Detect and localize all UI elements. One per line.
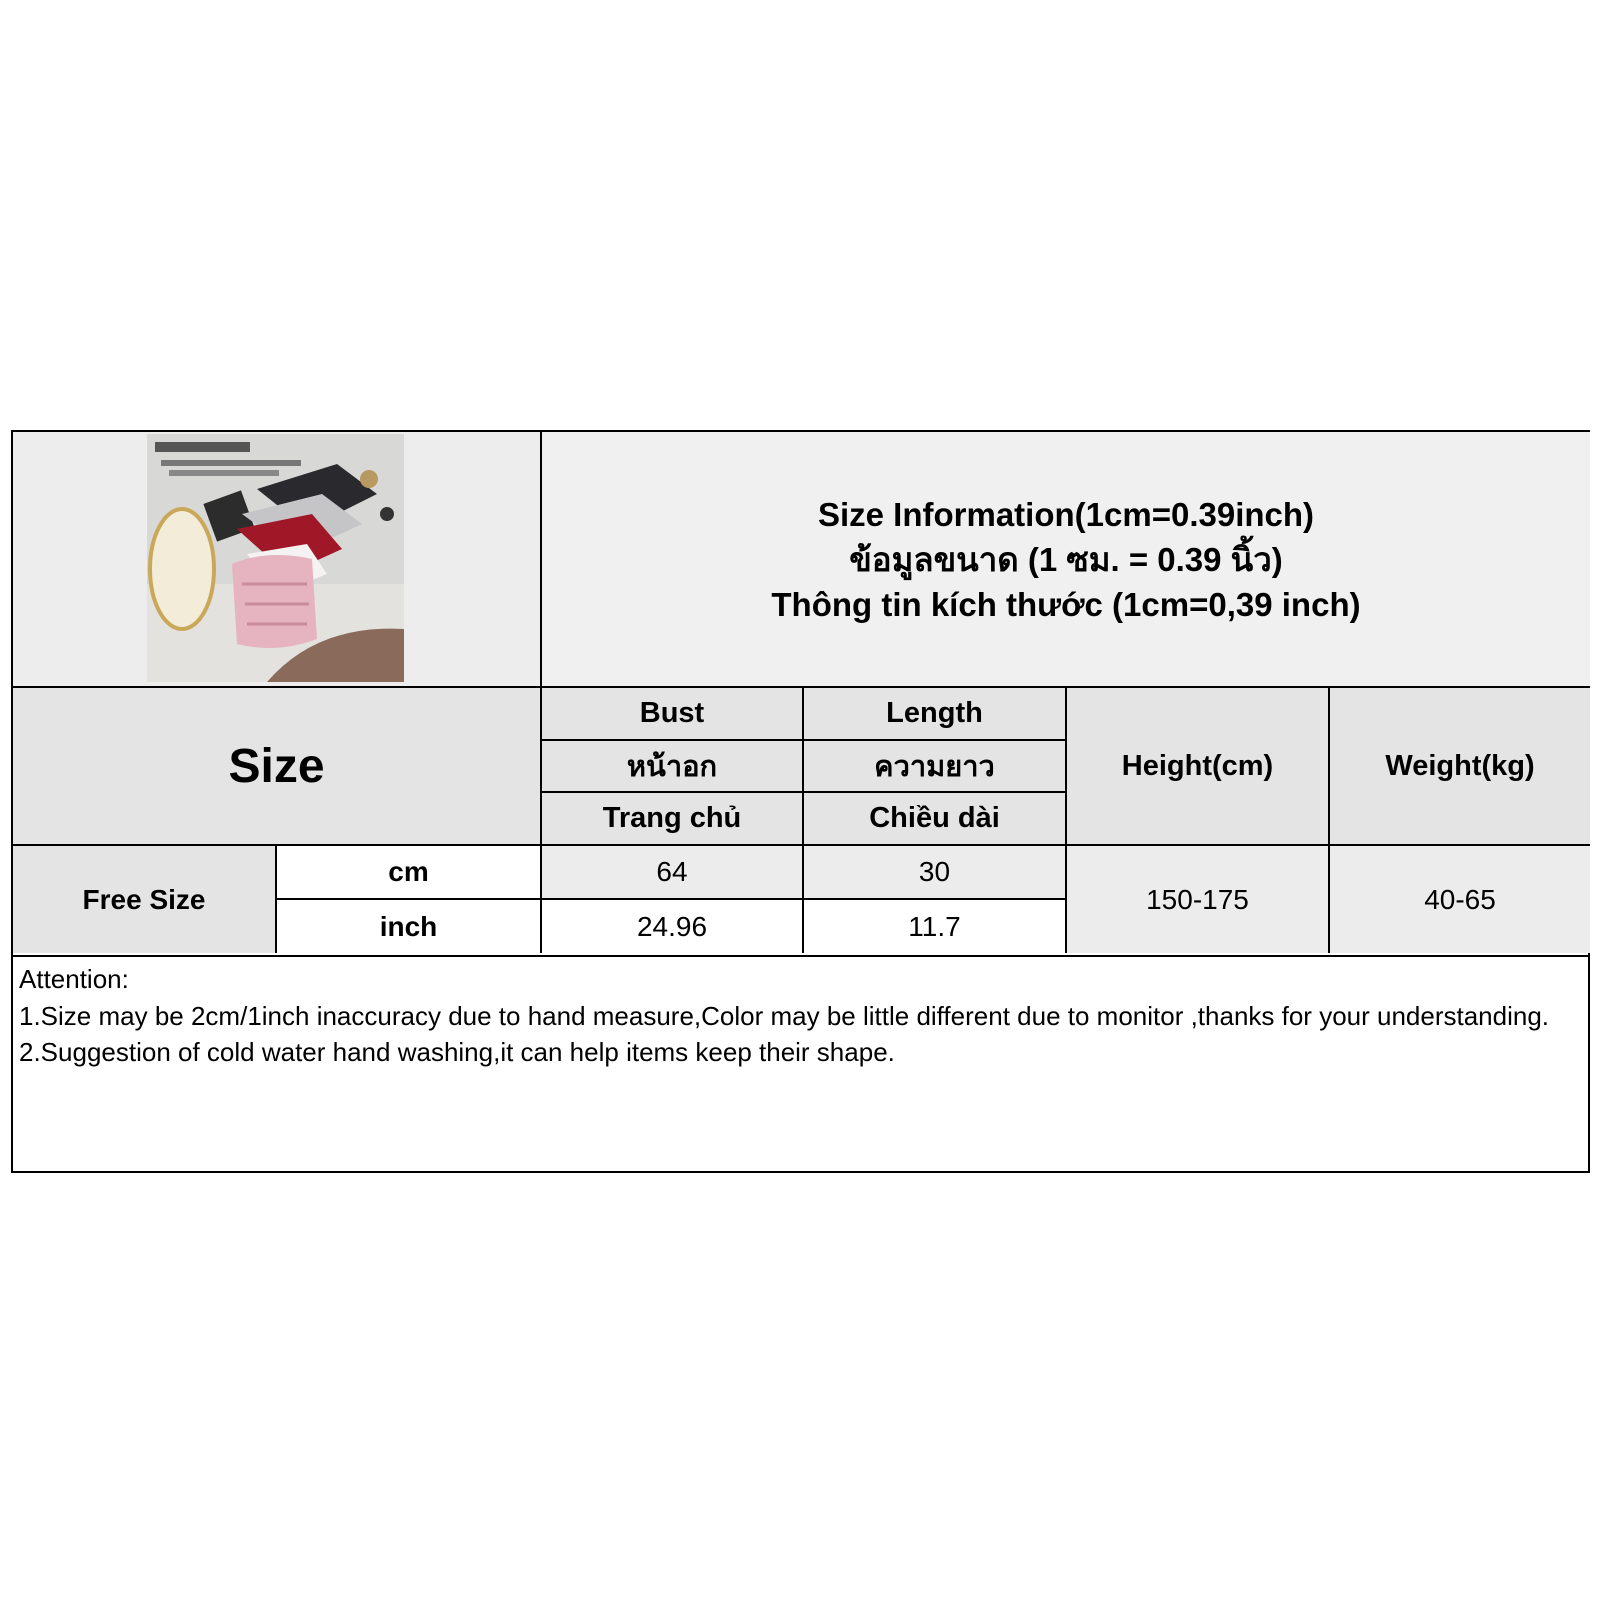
size-header: Size — [13, 686, 540, 844]
size-chart — [11, 430, 1590, 1173]
bust-header-th: หน้าอก — [540, 739, 802, 791]
size-name-cell: Free Size — [13, 844, 275, 953]
height-value: 150-175 — [1065, 844, 1328, 953]
product-photo — [147, 434, 404, 682]
attention-notes — [13, 955, 1588, 1171]
bust-header-en: Bust — [540, 686, 802, 739]
note-item: 1.Size may be 2cm/1inch inaccuracy due to hand measure,Color may be little different due to monitor ,thanks for your understanding. — [19, 1000, 1550, 1031]
notes-heading: Attention: — [19, 964, 129, 994]
bust-cm-value: 64 — [540, 844, 802, 898]
title-vi: Thông tin kích thước (1cm=0,39 inch) — [771, 585, 1361, 623]
weight-header: Weight(kg) — [1328, 686, 1590, 844]
unit-cm: cm — [275, 844, 540, 898]
photo-cell — [13, 432, 540, 686]
bust-inch-value: 24.96 — [540, 898, 802, 953]
length-header-en: Length — [802, 686, 1065, 739]
unit-inch: inch — [275, 898, 540, 953]
note-item: 2.Suggestion of cold water hand washing,it can help items keep their shape. — [19, 1037, 895, 1067]
title-th: ข้อมูลขนาด (1 ซม. = 0.39 นิ้ว) — [849, 540, 1283, 578]
height-header: Height(cm) — [1065, 686, 1328, 844]
length-header-vi: Chiều dài — [802, 791, 1065, 844]
bust-header-vi: Trang chủ — [540, 791, 802, 844]
length-cm-value: 30 — [802, 844, 1065, 898]
title-cell — [540, 432, 1590, 686]
weight-value: 40-65 — [1328, 844, 1590, 953]
length-inch-value: 11.7 — [802, 898, 1065, 953]
title-en: Size Information(1cm=0.39inch) — [817, 495, 1315, 533]
length-header-th: ความยาว — [802, 739, 1065, 791]
